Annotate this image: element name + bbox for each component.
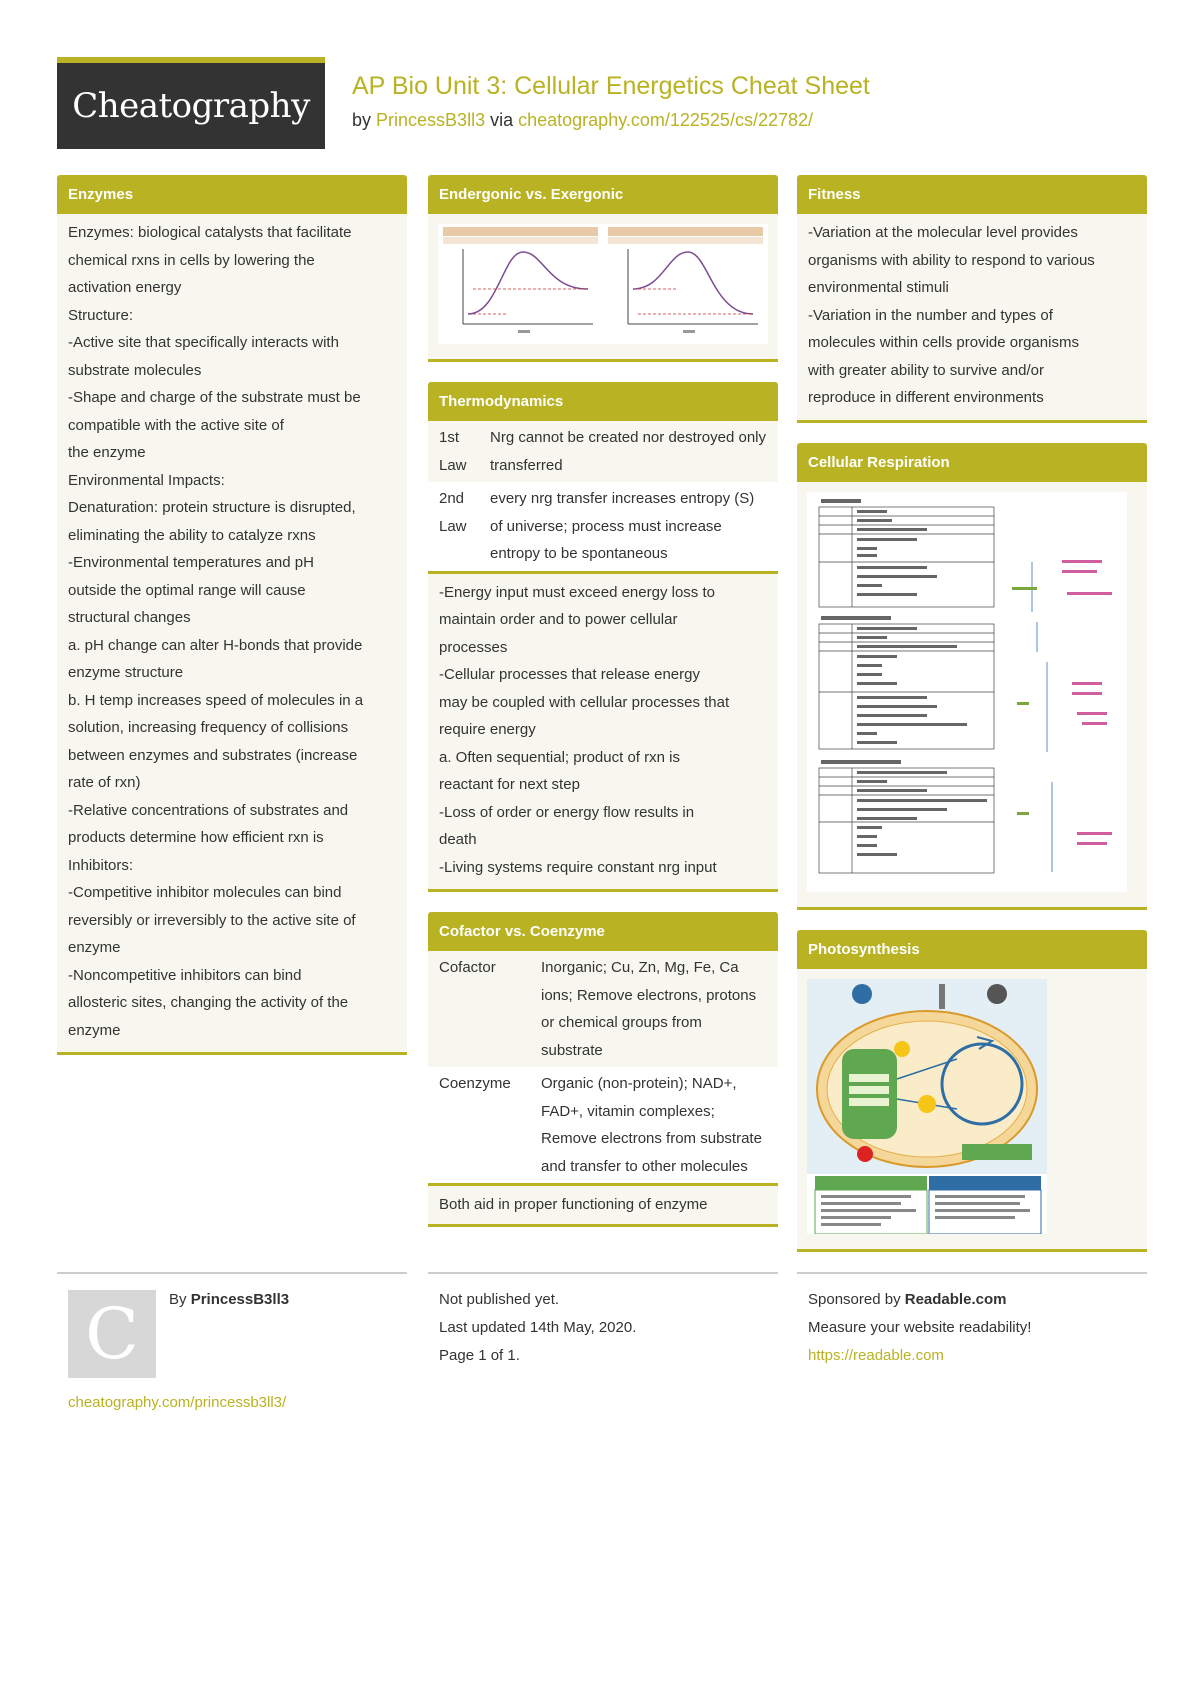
table-row	[428, 1067, 778, 1183]
fitness-body	[797, 214, 1147, 423]
section-title: Thermodynamics	[428, 382, 778, 421]
enzymes-section	[57, 175, 407, 1055]
text-line: Inhibitors:	[68, 856, 134, 874]
page-title: AP Bio Unit 3: Cellular Energetics Cheat Sheet	[352, 72, 870, 100]
text-line: structural changes	[68, 609, 191, 626]
text-line: death	[439, 831, 477, 848]
text-line: processes	[439, 638, 508, 656]
published-status: Not published yet.	[439, 1291, 560, 1308]
thermodynamics-notes	[428, 574, 778, 893]
thermodynamics-table	[428, 421, 778, 574]
cofactor-table	[428, 951, 778, 1186]
text-line: organisms with ability to respond to various	[808, 251, 1095, 269]
text-line: allosteric sites, changing the activity of the	[68, 994, 349, 1011]
enzymes-body	[57, 214, 407, 1055]
section-title: Photosynthesis	[797, 930, 1147, 969]
text-line: -Competitive inhibitor molecules can bind	[68, 884, 342, 901]
text-line: with greater ability to survive and/or	[808, 361, 1044, 379]
table-row	[428, 951, 778, 1067]
photosynthesis-image-box	[797, 969, 1147, 1252]
row-term: 1st Law	[439, 429, 467, 474]
footer-status	[428, 1272, 778, 1370]
text-line: activation energy	[68, 279, 182, 296]
text-line: -Variation in the number and types of	[808, 306, 1053, 324]
energy-diagram-box	[428, 214, 778, 362]
text-line: -Living systems require constant nrg input	[439, 858, 717, 876]
text-line: reversibly or irreversibly to the active site of	[68, 911, 356, 929]
text-line: -Loss of order or energy flow results in	[439, 803, 695, 821]
row-definition: every nrg transfer increases entropy (S) of universe; process must increase entropy to be spontaneous	[490, 490, 755, 562]
text-line: substrate molecules	[68, 361, 202, 379]
row-term: Coenzyme	[439, 1075, 511, 1092]
photosynthesis-diagram-image	[807, 979, 1047, 1234]
row-definition: Organic (non-protein); NAD+, FAD+, vitamin complexes; Remove electrons from substrate and transfer to other molecules	[541, 1075, 762, 1175]
column-2	[428, 175, 778, 1247]
row-term: Cofactor	[439, 959, 496, 976]
author-credit	[169, 1286, 407, 1314]
sponsored-label: Sponsored by	[808, 1291, 901, 1308]
section-title: Cofactor vs. Coenzyme	[428, 912, 778, 951]
text-line: enzyme structure	[68, 664, 184, 681]
column-3	[797, 175, 1147, 1272]
author-avatar[interactable]	[68, 1290, 156, 1378]
section-title: Endergonic vs. Exergonic	[428, 175, 778, 214]
text-line: maintain order and to power cellular	[439, 611, 678, 628]
footer-sponsor	[797, 1272, 1147, 1370]
cofactor-note: Both aid in proper functioning of enzyme	[428, 1186, 778, 1227]
text-line: enzyme	[68, 939, 121, 956]
thermodynamics-section	[428, 382, 778, 892]
text-line: rate of rxn)	[68, 774, 141, 791]
sponsor-name[interactable]: Readable.com	[904, 1291, 1007, 1308]
text-line: -Relative concentrations of substrates and	[68, 801, 349, 819]
text-line: -Active site that specifically interacts with	[68, 334, 339, 351]
text-line: b. H temp increases speed of molecules in a	[68, 691, 364, 709]
text-line: Denaturation: protein structure is disrupted,	[68, 499, 356, 516]
text-line: -Noncompetitive inhibitors can bind	[68, 966, 302, 984]
section-title: Enzymes	[57, 175, 407, 214]
text-line: -Cellular processes that release energy	[439, 666, 700, 683]
page-number: Page 1 of 1.	[439, 1347, 520, 1364]
by-label: by	[352, 110, 372, 130]
row-definition: Inorganic; Cu, Zn, Mg, Fe, Ca ions; Remove electrons, protons or chemical groups from substrate	[541, 959, 757, 1059]
text-line: Structure:	[68, 306, 134, 324]
author-link[interactable]: PrincessB3ll3	[376, 110, 486, 130]
fitness-section	[797, 175, 1147, 423]
row-term: 2nd Law	[439, 490, 467, 535]
text-line: Environmental Impacts:	[68, 471, 225, 489]
text-line: -Energy input must exceed energy loss to	[439, 583, 715, 601]
energy-diagram-image	[438, 224, 768, 344]
row-definition: Nrg cannot be created nor destroyed only transferred	[490, 429, 766, 474]
by-label: By	[169, 1291, 187, 1308]
text-line: solution, increasing frequency of collisions	[68, 719, 349, 736]
section-title: Fitness	[797, 175, 1147, 214]
last-updated: Last updated 14th May, 2020.	[439, 1319, 637, 1336]
text-line: eliminating the ability to catalyze rxns	[68, 526, 316, 544]
respiration-image-box	[797, 482, 1147, 910]
author-name[interactable]: PrincessB3ll3	[190, 1291, 290, 1308]
text-line: a. pH change can alter H-bonds that provide	[68, 636, 363, 654]
text-line: molecules within cells provide organisms	[808, 334, 1079, 351]
footer-author	[57, 1272, 407, 1422]
text-line: enzyme	[68, 1021, 121, 1039]
avatar-letter: C	[85, 1293, 139, 1375]
text-line: Enzymes: biological catalysts that facilitate	[68, 224, 352, 241]
table-row	[428, 482, 778, 571]
text-line: environmental stimuli	[808, 279, 949, 296]
text-line: -Environmental temperatures and pH	[68, 554, 314, 571]
text-line: require energy	[439, 721, 536, 738]
respiration-section	[797, 443, 1147, 910]
cofactor-section	[428, 912, 778, 1227]
text-line: may be coupled with cellular processes that	[439, 693, 730, 711]
endergonic-section	[428, 175, 778, 362]
text-line: outside the optimal range will cause	[68, 581, 306, 599]
profile-link[interactable]: cheatography.com/princessb3ll3/	[68, 1394, 287, 1411]
sponsor-line	[797, 1286, 1147, 1314]
table-row	[428, 421, 778, 482]
text-line: a. Often sequential; product of rxn is	[439, 748, 680, 766]
respiration-notes-image	[807, 492, 1127, 892]
text-line: reactant for next step	[439, 776, 580, 793]
cheatography-logo[interactable]	[57, 57, 325, 149]
sheet-url-link[interactable]: cheatography.com/122525/cs/22782/	[518, 110, 813, 130]
text-line: chemical rxns in cells by lowering the	[68, 251, 315, 269]
text-line: -Shape and charge of the substrate must be	[68, 389, 361, 406]
section-title: Cellular Respiration	[797, 443, 1147, 482]
text-line: reproduce in different environments	[808, 389, 1044, 406]
via-label: via	[490, 110, 514, 130]
text-line: the enzyme	[68, 444, 146, 461]
sponsor-link[interactable]: https://readable.com	[808, 1347, 944, 1364]
text-line: -Variation at the molecular level provides	[808, 224, 1078, 241]
text-line: compatible with the active site of	[68, 416, 284, 434]
sponsor-tagline: Measure your website readability!	[808, 1319, 1032, 1336]
logo-text: Cheatography	[72, 86, 310, 126]
byline	[352, 110, 813, 131]
column-1	[57, 175, 407, 1075]
photosynthesis-section	[797, 930, 1147, 1252]
text-line: between enzymes and substrates (increase	[68, 746, 358, 764]
text-line: products determine how efficient rxn is	[68, 829, 324, 846]
